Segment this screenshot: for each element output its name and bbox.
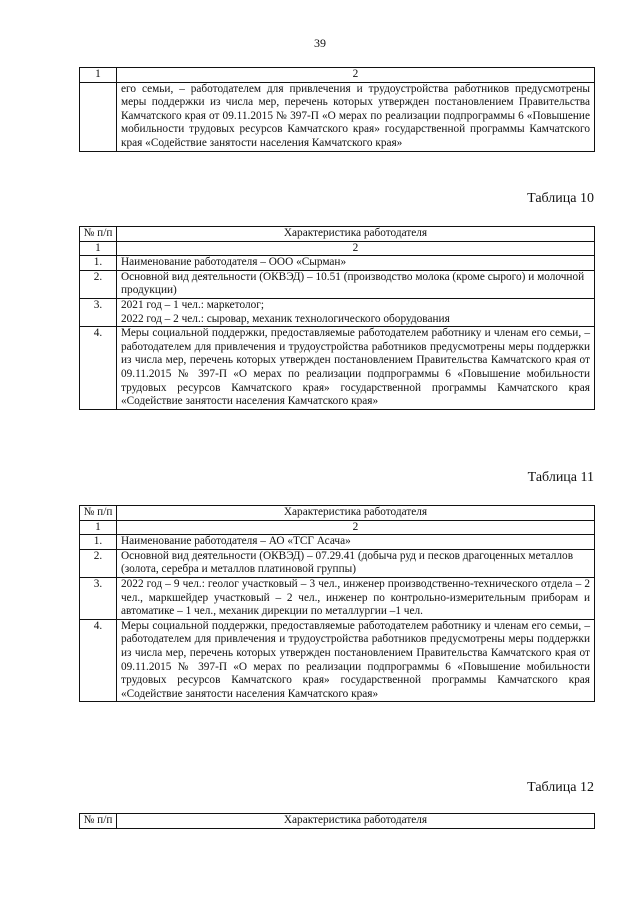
row-number: 2. <box>80 270 117 298</box>
row-text <box>117 298 595 326</box>
header-title-cell: Характеристика работодателя <box>117 814 595 829</box>
row-text: Основной вид деятельности (ОКВЭД) – 10.51 (производство молока (кроме сырого) и молочной продукции) <box>117 270 595 298</box>
header-title-cell: Характеристика работодателя <box>117 506 595 521</box>
table-row <box>80 82 595 151</box>
column-numbers-row <box>80 520 595 535</box>
table-12 <box>79 813 595 829</box>
table-row <box>80 535 595 550</box>
column-number-2: 2 <box>117 68 595 83</box>
column-number-1: 1 <box>80 241 117 256</box>
row-text: Основной вид деятельности (ОКВЭД) – 07.29.41 (добыча руд и песков драгоценных металлов (золота, серебра и металлов платиновой группы) <box>117 549 595 577</box>
row-number: 3. <box>80 577 117 619</box>
row-number: 1. <box>80 256 117 271</box>
row-text: Меры социальной поддержки, предоставляемые работодателем работнику и членам его семьи, – работодателем для привлечения и трудоустройства работников предусмотрены меры поддержки из числа мер, перечень которых утвержден постановлением Правительства Камчатского края от 09.11.2015 № 397-П «О мерах по реализации подпрограммы 6 «Повышение мобильности трудовых ресурсов Камчатского края» государственной программы Камчатского края «Содействие занятости населения Камчатского края» <box>117 619 595 702</box>
row-text: Наименование работодателя – ООО «Сырман» <box>117 256 595 271</box>
continued-table <box>79 67 595 152</box>
table-caption-11: Таблица 11 <box>527 470 594 485</box>
column-number-2: 2 <box>117 241 595 256</box>
row-text: его семьи, – работодателем для привлечения и трудоустройства работников предусмотрены меры поддержки из числа мер, перечень которых утвержден постановлением Правительства Камчатского края от 09.11.2015 № 397-П «О мерах по реализации подпрограммы 6 «Повышение мобильности трудовых ресурсов Камчатского края» государственной программы Камчатского края «Содействие занятости населения Камчатского края» <box>117 82 595 151</box>
column-number-1: 1 <box>80 68 117 83</box>
header-number-cell: № п/п <box>80 506 117 521</box>
table-10 <box>79 226 595 410</box>
column-number-2: 2 <box>117 520 595 535</box>
header-row <box>80 506 595 521</box>
row-number: 4. <box>80 619 117 702</box>
row-number: 2. <box>80 549 117 577</box>
row-text: Наименование работодателя – АО «ТСГ Асача» <box>117 535 595 550</box>
table-row <box>80 549 595 577</box>
table-11 <box>79 505 595 702</box>
page-number: 39 <box>314 36 326 50</box>
table-row <box>80 577 595 619</box>
row-number: 1. <box>80 535 117 550</box>
row-number: 3. <box>80 298 117 326</box>
row-number <box>80 82 117 151</box>
table-caption-10: Таблица 10 <box>527 191 594 206</box>
header-number-cell: № п/п <box>80 227 117 242</box>
table-row <box>80 327 595 410</box>
table-row <box>80 619 595 702</box>
header-title-cell: Характеристика работодателя <box>117 227 595 242</box>
column-numbers-row <box>80 241 595 256</box>
column-numbers-row <box>80 68 595 83</box>
table-row <box>80 270 595 298</box>
column-number-1: 1 <box>80 520 117 535</box>
row-number: 4. <box>80 327 117 410</box>
table-row <box>80 298 595 326</box>
table-row <box>80 256 595 271</box>
row-text-line-1: 2021 год – 1 чел.: маркетолог; <box>121 298 265 311</box>
row-text: Меры социальной поддержки, предоставляемые работодателем работнику и членам его семьи, – работодателем для привлечения и трудоустройства работников предусмотрены меры поддержки из числа мер, перечень которых утвержден постановлением Правительства Камчатского края от 09.11.2015 № 397-П «О мерах по реализации подпрограммы 6 «Повышение мобильности трудовых ресурсов Камчатского края» государственной программы Камчатского края «Содействие занятости населения Камчатского края» <box>117 327 595 410</box>
row-text: 2022 год – 9 чел.: геолог участковый – 3 чел., инженер производственно-технического отдела – 2 чел., маркшейдер участковый – 2 чел., инженер по контрольно-измерительным приборам и автоматике – 1 чел., механик дирекции по металлургии –1 чел. <box>117 577 595 619</box>
header-row <box>80 814 595 829</box>
header-row <box>80 227 595 242</box>
table-caption-12: Таблица 12 <box>527 780 594 795</box>
header-number-cell: № п/п <box>80 814 117 829</box>
row-text-line-2: 2022 год – 2 чел.: сыровар, механик технологического оборудования <box>121 312 450 325</box>
